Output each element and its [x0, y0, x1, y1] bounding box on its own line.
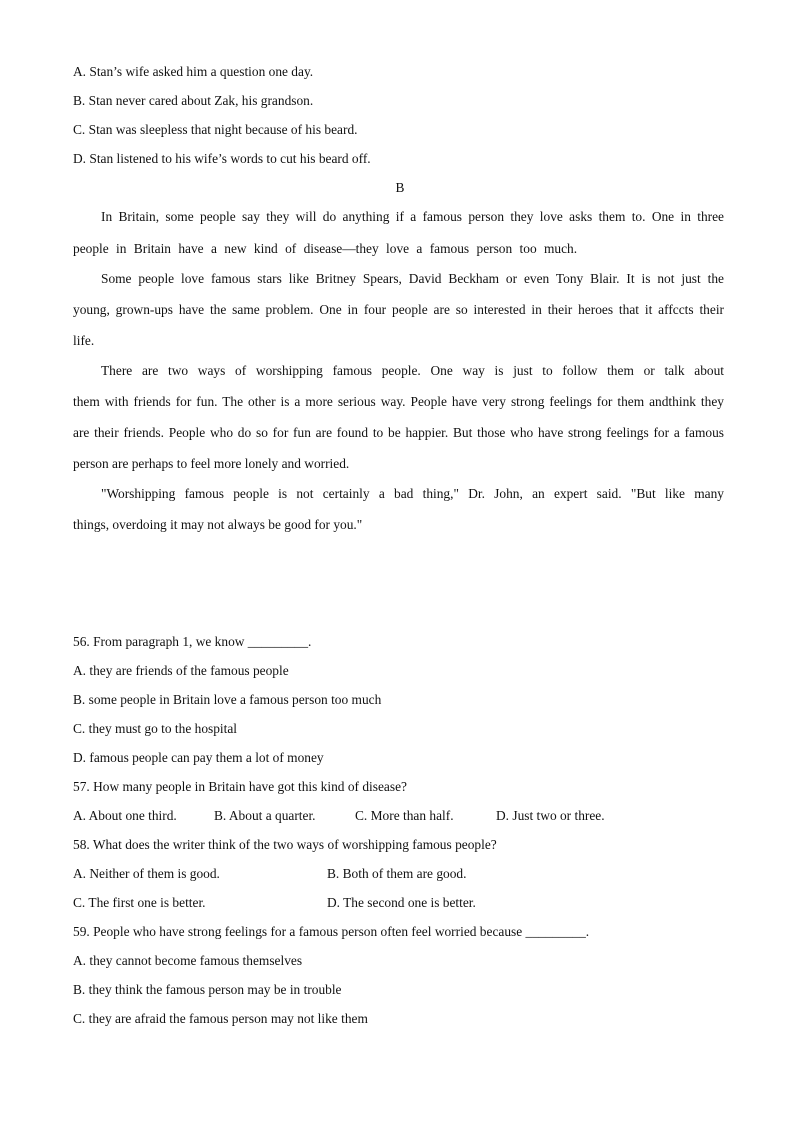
passage-p1-line2: people in Britain have a new kind of disease—they love a famous person too much.	[73, 241, 578, 256]
passage-p4-line1: "Worshipping famous people is not certainly a bad thing," Dr. John, an expert said. "But like many	[101, 486, 724, 501]
q56-option-c: C. they must go to the hospital	[73, 721, 238, 736]
passage-p2-line3: life.	[73, 333, 95, 348]
prev-option-b: B. Stan never cared about Zak, his grandson.	[73, 93, 314, 108]
q56-stem: 56. From paragraph 1, we know _________.	[73, 634, 312, 649]
q58-option-c: C. The first one is better.	[73, 895, 206, 910]
prev-option-d: D. Stan listened to his wife’s words to cut his beard off.	[73, 151, 371, 166]
q58-option-b: B. Both of them are good.	[327, 866, 467, 881]
q57-option-b: B. About a quarter.	[214, 808, 316, 823]
q59-option-b: B. they think the famous person may be in trouble	[73, 982, 342, 997]
q59-stem: 59. People who have strong feelings for a famous person often feel worried because _________.	[73, 924, 590, 939]
prev-option-c: C. Stan was sleepless that night because of his beard.	[73, 122, 358, 137]
passage-p4-line2: things, overdoing it may not always be good for you."	[73, 517, 363, 532]
q57-option-c: C. More than half.	[355, 808, 454, 823]
passage-p3-line2: them with friends for fun. The other is a more serious way. People have very strong feelings for them andthink they	[73, 394, 724, 409]
q59-option-a: A. they cannot become famous themselves	[73, 953, 303, 968]
q56-option-d: D. famous people can pay them a lot of money	[73, 750, 324, 765]
passage-p2-line1: Some people love famous stars like Britney Spears, David Beckham or even Tony Blair. It is not just the	[101, 271, 724, 286]
q58-option-a: A. Neither of them is good.	[73, 866, 220, 881]
q56-option-a: A. they are friends of the famous people	[73, 663, 289, 678]
q56-option-b: B. some people in Britain love a famous person too much	[73, 692, 382, 707]
passage-p3-line1: There are two ways of worshipping famous people. One way is just to follow them or talk about	[101, 363, 724, 378]
passage-p2-line2: young, grown-ups have the same problem. One in four people are so interested in their heroes that it affccts their	[73, 302, 724, 317]
q57-option-a: A. About one third.	[73, 808, 177, 823]
q57-option-d: D. Just two or three.	[496, 808, 605, 823]
q58-option-d: D. The second one is better.	[327, 895, 476, 910]
section-label: B	[395, 180, 405, 195]
prev-option-a: A. Stan’s wife asked him a question one day.	[73, 64, 314, 79]
q57-stem: 57. How many people in Britain have got this kind of disease?	[73, 779, 407, 794]
q58-stem: 58. What does the writer think of the two ways of worshipping famous people?	[73, 837, 497, 852]
passage-p3-line4: person are perhaps to feel more lonely and worried.	[73, 456, 350, 471]
passage-p1-line1: In Britain, some people say they will do anything if a famous person they love asks them to. One in three	[101, 209, 724, 224]
passage-p3-line3: are their friends. People who do so for fun are found to be happier. But those who have strong feelings for a famous	[73, 425, 724, 440]
q59-option-c: C. they are afraid the famous person may not like them	[73, 1011, 368, 1026]
